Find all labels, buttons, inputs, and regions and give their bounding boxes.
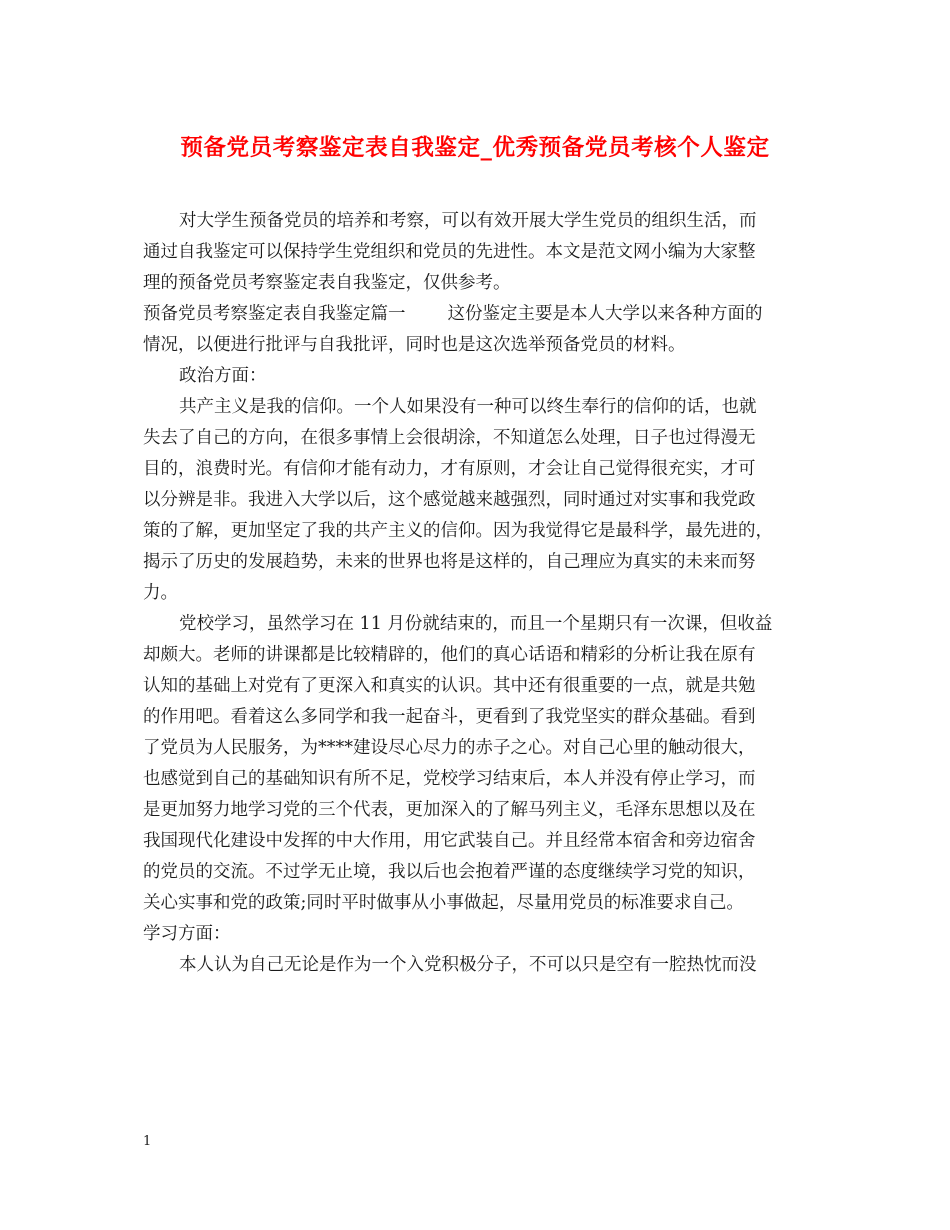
paragraph-line: 党校学习，虽然学习在 11 月份就结束的，而且一个星期只有一次课，但收益 [179,614,773,634]
paragraph-line: 学习方面： [143,924,231,944]
paragraph-line: 目的，浪费时光。有信仰才能有动力，才有原则，才会让自己觉得很充实，才可 [143,459,756,479]
paragraph-line: 却颇大。老师的讲课都是比较精辟的，他们的真心话语和精彩的分析让我在原有 [143,645,756,665]
paragraph-line: 力。 [143,583,178,603]
paragraph-line [143,981,818,1012]
paragraph-line: 理的预备党员考察鉴定表自我鉴定，仅供参考。 [143,273,511,293]
paragraph-line: 的作用吧。看着这么多同学和我一起奋斗，更看到了我党坚实的群众基础。看到 [143,707,756,727]
paragraph-text: 这份鉴定主要是本人大学以来各种方面的 [447,304,763,324]
paragraph-line: 我国现代化建设中发挥的中大作用，用它武装自己。并且经常本宿舍和旁边宿舍 [143,831,756,851]
paragraph-line: 对大学生预备党员的培养和考察，可以有效开展大学生党员的组织生活，而 [179,211,757,231]
paragraph-line: 以分辨是非。我进入大学以后，这个感觉越来越强烈，同时通过对实事和我党政 [143,490,756,510]
paragraph-line: 了党员为人民服务，为****建设尽心尽力的赤子之心。对自己心里的触动很大， [143,738,756,758]
paragraph-line: 是更加努力地学习党的三个代表，更加深入的了解马列主义，毛泽东思想以及在 [143,800,756,820]
subheading-politics: 政治方面： [179,366,267,386]
paragraph-line: 关心实事和党的政策;同时平时做事从小事做起，尽量用党员的标准要求自己。 [143,893,744,913]
paragraph-line: 也感觉到自己的基础知识有所不足，党校学习结束后，本人并没有停止学习，而 [143,769,756,789]
page-number: 1 [143,1134,152,1149]
subheading-study: 本人认为自己无论是作为一个入党积极分子，不可以只是空有一腔热忱而没 [179,955,757,975]
paragraph-line: 的党员的交流。不过学无止境，我以后也会抱着严谨的态度继续学习党的知识， [143,862,756,882]
section-heading: 预备党员考察鉴定表自我鉴定篇一 [143,304,406,324]
paragraph-line: 失去了自己的方向，在很多事情上会很胡涂，不知道怎么处理，日子也过得漫无 [143,428,756,448]
paragraph-line: 揭示了历史的发展趋势，未来的世界也将是这样的，自己理应为真实的未来而努 [143,552,756,572]
paragraph-line: 共产主义是我的信仰。一个人如果没有一种可以终生奉行的信仰的话，也就 [179,397,757,417]
paragraph-line: 情况，以便进行批评与自我批评，同时也是这次选举预备党员的材料。 [143,335,686,355]
section-heading-line [143,299,818,330]
document-body [143,206,818,1012]
paragraph-line: 策的了解，更加坚定了我的共产主义的信仰。因为我觉得它是最科学，最先进的， [143,521,773,541]
document-title: 预备党员考察鉴定表自我鉴定_优秀预备党员考核个人鉴定 [180,135,770,161]
paragraph-line: 通过自我鉴定可以保持学生党组织和党员的先进性。本文是范文网小编为大家整 [143,242,756,262]
paragraph-line: 认知的基础上对党有了更深入和真实的认识。其中还有很重要的一点，就是共勉 [143,676,756,696]
